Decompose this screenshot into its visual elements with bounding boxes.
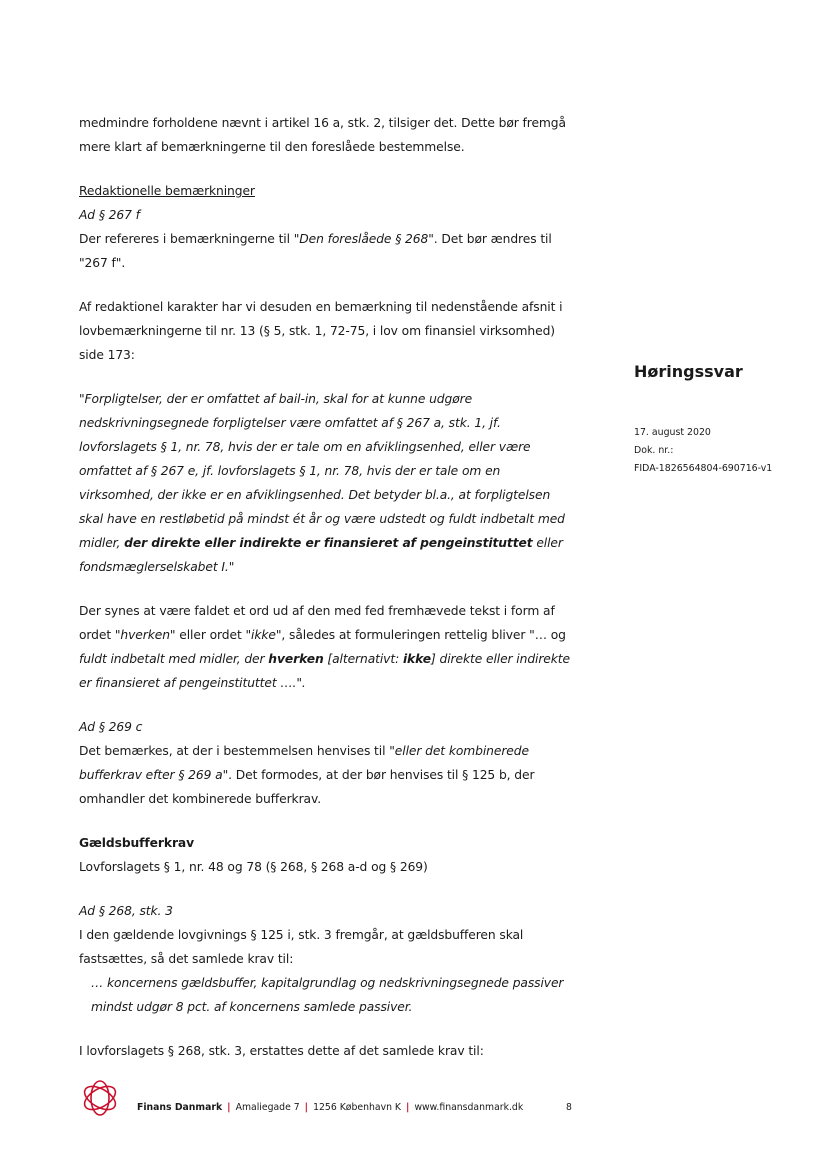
footer-address [137, 1102, 523, 1113]
text-run-italic: "ikke" [245, 628, 282, 642]
text-run-italic: "Den foreslåede § 268" [293, 232, 434, 246]
footer-city: 1256 København K [313, 1102, 402, 1113]
paragraph-intro: medmindre forholdene nævnt i artikel 16 a, stk. 2, tilsiger det. Dette bør fremgå mere klart af bemærkningerne til den foreslåede bestemmelse. [79, 116, 566, 154]
paragraph-ad-267f [79, 227, 574, 275]
text-run-italic: fuldt indbetalt med midler, der [79, 652, 269, 666]
footer-separator: | [227, 1102, 231, 1113]
paragraph-ad-269c [79, 739, 574, 811]
footer-web-link[interactable]: www.finansdanmark.dk [414, 1102, 524, 1113]
text-run-italic: "hverken" [114, 628, 176, 642]
heading-ad-269c: Ad § 269 c [79, 720, 143, 734]
text-run-italic: [alternativt: [323, 652, 403, 666]
sidebar [634, 358, 814, 478]
sidebar-dok-label: Dok. nr.: [634, 445, 674, 456]
text-run: . Det bør ændres til "267 f". [79, 232, 552, 270]
text-run: eller fondsmæglerselskabet I." [79, 536, 563, 574]
paragraph-ad-268: I den gældende lovgivnings § 125 i, stk. 3 fremgår, at gældsbufferen skal fastsættes, så det samlede krav til: [79, 928, 524, 966]
finans-danmark-logo-icon [80, 1076, 120, 1120]
footer-street: Amaliegade 7 [235, 1102, 300, 1113]
quote-block [79, 387, 574, 579]
sidebar-date: 17. august 2020 [634, 427, 711, 438]
paragraph-missing-word [79, 599, 574, 695]
sidebar-title: Høringssvar [634, 362, 743, 381]
footer-org: Finans Danmark [137, 1102, 223, 1113]
sidebar-meta [634, 424, 814, 478]
text-run-bold: der direkte eller indirekte er finansieret af pengeinstituttet [124, 536, 533, 550]
quote-ad-268: … koncernens gældsbuffer, kapitalgrundlag og nedskrivningsegnede passiver mindst udgør 8 pct. af koncernens samlede passiver. [91, 976, 564, 1014]
footer [0, 1076, 827, 1136]
heading-redaktionelle: Redaktionelle bemærkninger [79, 184, 255, 198]
page-number: 8 [566, 1102, 572, 1113]
heading-ad-267f: Ad § 267 f [79, 208, 140, 222]
heading-ad-268: Ad § 268, stk. 3 [79, 904, 173, 918]
text-run-italic: "eller det kombinerede bufferkrav efter § 269 a" [79, 744, 529, 782]
text-run-bold: ikke [402, 652, 432, 666]
footer-separator: | [304, 1102, 309, 1113]
text-run: "Forpligtelser, der er omfattet af bail-in, skal for at kunne udgøre nedskrivningsegnede forpligtelser være omfattet af § 267 a, stk. 1, jf. lovforslagets § 1, nr. 78, hvis der er tale om en afviklingsenhed, eller være omfattet af § 267 e, jf. lovforslagets § 1, nr. 78, hvis der er tale om en virksomhed, der ikke er en afviklingsenhed. Det betyder bl.a., at forpligtelsen skal have en restløbetid på mindst ét år og være udstedt og fuldt indbetalt med midler, [79, 392, 565, 550]
text-run: , således at formuleringen rettelig bliver "… og [281, 628, 566, 642]
footer-separator: | [406, 1102, 410, 1113]
paragraph-redaktionel-karakter: Af redaktionel karakter har vi desuden en bemærkning til nedenstående afsnit i lovbemærkningerne til nr. 13 (§ 5, stk. 1, 72-75, i lov om finansiel virksomhed) side 173: [79, 300, 563, 362]
text-run: Det bemærkes, at der i bestemmelsen henvises til [79, 744, 390, 758]
heading-gaeldsbufferkrav: Gældsbufferkrav [79, 836, 195, 850]
document-body [79, 111, 574, 1063]
text-run: Der synes at være faldet et ord ud af den med fed fremhævede tekst i form af ordet [79, 604, 555, 642]
text-run: Der refereres i bemærkningerne til [79, 232, 294, 246]
text-run: . Det formodes, at der bør henvises til § 125 b, der omhandler det kombinerede bufferkrav. [79, 768, 535, 806]
text-run: eller ordet [175, 628, 246, 642]
sidebar-dok-nr: FIDA-1826564804-690716-v1 [634, 463, 773, 474]
text-run-italic: ] direkte eller indirekte er finansieret af pengeinstituttet ….". [79, 652, 570, 690]
paragraph-gaeld-sub: Lovforslagets § 1, nr. 48 og 78 (§ 268, § 268 a-d og § 269) [79, 860, 428, 874]
paragraph-last: I lovforslagets § 268, stk. 3, erstattes dette af det samlede krav til: [79, 1044, 484, 1058]
text-run-bold: hverken [268, 652, 324, 666]
